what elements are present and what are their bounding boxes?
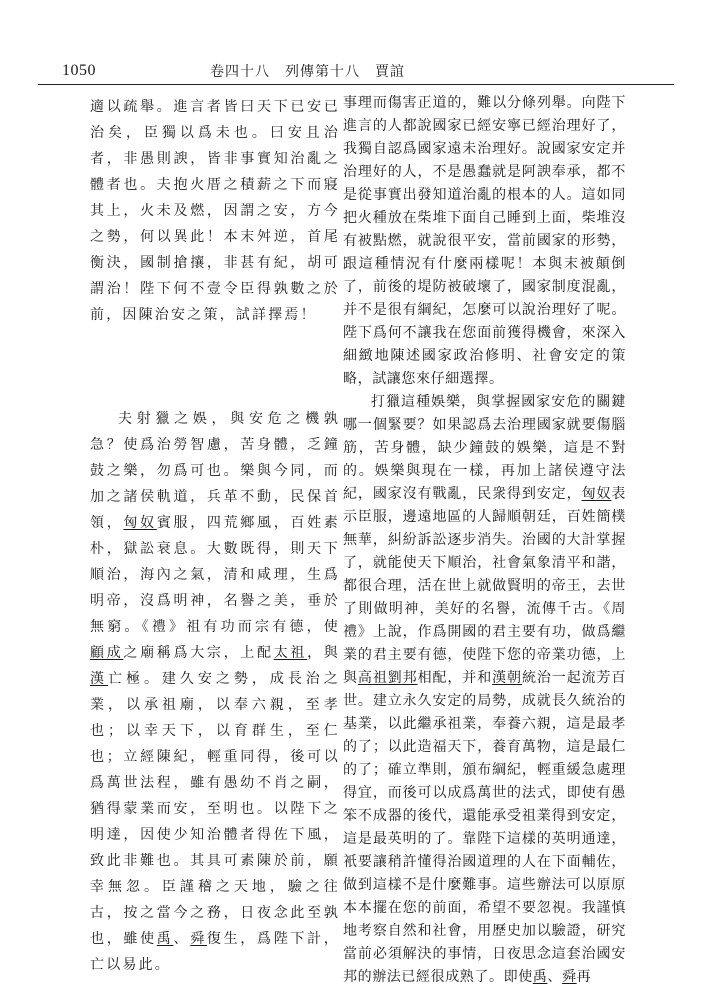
proper-name: 匈奴: [581, 486, 612, 502]
text-run: 、: [173, 931, 191, 947]
proper-name: 禹: [156, 931, 174, 947]
text-run: 表示臣服，邊遠地區的人歸順朝廷，百姓簡樸無華，糾紛訴訟逐步消失。治國的大計掌握了，就能使天下順治，社會氣象清平和諧，都很合理，活在世上就做賢明的帝王，去世了則做明神，美好的名譽，流傳千古。《周禮》上說，作爲開國的君主要有功，做爲繼業的君主要有德，使陛下您的帝業功德，上與: [343, 486, 626, 686]
classical-text-column: [90, 94, 340, 978]
proper-name: 劉邦: [387, 670, 418, 686]
proper-name: 舜: [562, 969, 577, 985]
translation-paragraph: [343, 391, 626, 989]
proper-name: 顧成: [90, 645, 124, 661]
text-run: 、: [547, 969, 563, 985]
proper-name: 高祖: [357, 670, 388, 686]
page-number: 1050: [62, 62, 96, 79]
classical-paragraph: [90, 406, 340, 978]
classical-paragraph: 適以疏舉。進言者皆曰天下已安已治矣，臣獨以爲未也。曰安且治者，非愚則諛，皆非事實知治亂之體者也。夫抱火厝之積薪之下而寢其上，火未及燃，因謂之安，方今之勢，何以異此！本末舛逆，首尾衡決，國制搶攘，非甚有紀，胡可謂治！陛下何不壹令臣得孰數之於前，因陳治安之策，試詳擇焉！: [90, 99, 340, 323]
text-run: 之廟稱爲大宗，上配: [123, 645, 274, 661]
text-run: 再: [576, 969, 592, 985]
proper-name: 禹: [532, 969, 548, 985]
text-run: 打獵這種娛樂，與掌握國家安危的關鍵哪一個緊要？如果認爲去治理國家就要傷腦筋，苦身體，缺少鐘鼓的娛樂，這是不對的。娛樂與現在一樣，再加上諸侯遵守法紀，國家沒有戰亂，民衆得到安定，: [343, 394, 626, 502]
text-run: 相配，并和: [417, 670, 493, 686]
text-run: 賓服，四荒鄉風，百姓素朴，獄訟衰息。大數既得，則天下順治，海內之氣，清和咸理，生爲明帝，沒爲明神，名譽之美，垂於無窮。《禮》祖有功而宗有德，使: [90, 515, 341, 635]
text-run: ，與: [307, 645, 340, 661]
proper-name: 漢: [90, 671, 108, 687]
page-header: [38, 56, 674, 82]
text-run: 統治一起流芳百世。建立永久安定的局勢，成就長久統治的基業，以此繼承祖業，奉養六親，這是最孝的了；以此造福天下，養育萬物，這是最仁的了；確立準則，頒布綱紀，輕重緩急處理得宜，而後可以成爲萬世的法式，即使有愚笨不成器的後代，還能承受祖業得到安定，這是最英明的了。靠陛下這樣的英明通達，衹要讓稍許懂得治國道理的人在下面輔佐，做到這樣不是什麼難事。這些辦法可以原原本本擺在您的前面，希望不要忽視。我謹慎地考察自然和社會，用歷史加以驗證，研究當前必須解決的事情，日夜思念這套治國安邦的辦法已經很成熟了。即使: [343, 670, 627, 985]
text-run: 亡極。建久安之勢，成長治之業，以承祖廟，以奉六親，至孝也；以幸天下，以育群生，至仁也；立經陳紀，輕重同得，後可以爲萬世法程，雖有愚幼不肖之嗣，猶得蒙業而安，至明也。以陛下之明達，因使少知治體者得佐下風，致此非難也。其具可素陳於前，願幸無忽。臣謹稽之天地，驗之往古，按之當今之務，日夜念此至孰也，雖使: [90, 671, 340, 947]
proper-name: 太祖: [273, 645, 308, 661]
header-rule: [38, 84, 674, 85]
translation-column: [343, 92, 626, 989]
translation-paragraph: 事理而傷害正道的，難以分條列舉。向陛下進言的人都說國家已經安寧已經治理好了，我獨自認爲國家遠未治理好。說國家安定并治理好的人，不是愚蠢就是阿諛奉承，都不是從事實出發知道治亂的根本的人。這如同把火種放在柴堆下面自己睡到上面，柴堆沒有被點燃，就說很平安，當前國家的形勢，跟這種情況有什麼兩樣呢！本與末被顛倒了，前後的堤防被破壞了，國家制度混亂，并不是很有綱紀，怎麼可以說治理好了呢。陛下爲何不讓我在您面前獲得機會，來深入細緻地陳述國家政治修明、社會安定的策略，試讓您來仔細選擇。: [343, 95, 626, 387]
running-title: 卷四十八 列傳第十八 賈誼: [210, 64, 405, 80]
text-run: 復生，爲陛下計，亡以易此。: [90, 931, 340, 973]
proper-name: 匈奴: [123, 515, 157, 531]
text-run: 夫射獵之娛，與安危之機孰急？使爲治勞智慮，苦身體，乏鐘鼓之樂，勿爲可也。樂與今同，而加之諸侯軌道，兵革不動，民保首領，: [90, 411, 340, 531]
proper-name: 舜: [190, 931, 207, 947]
proper-name: 漢朝: [492, 670, 522, 686]
